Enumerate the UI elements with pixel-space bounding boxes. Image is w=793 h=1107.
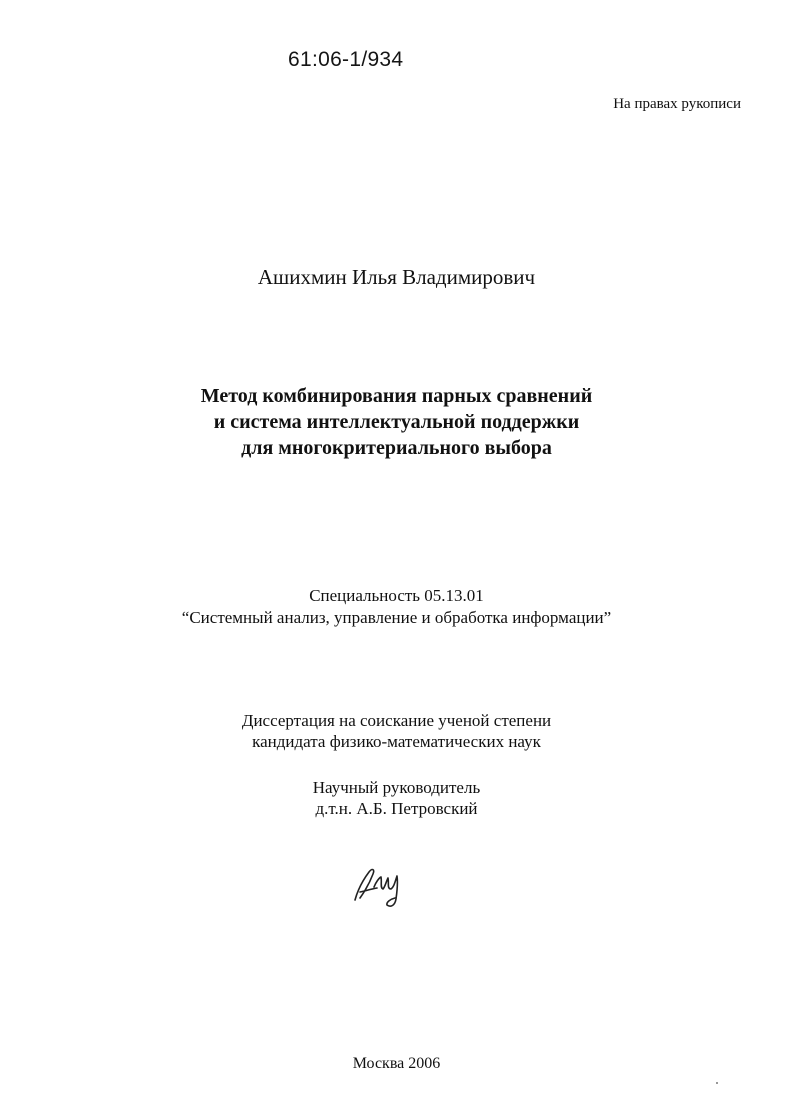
title-line-2: и система интеллектуальной поддержки [213, 411, 580, 433]
degree-line-1: Диссертация на соискание ученой степени [241, 711, 552, 730]
scan-dot [716, 1082, 718, 1084]
rights-notice: На правах рукописи [613, 96, 741, 112]
degree-block [0, 710, 793, 752]
specialty-code: Специальность 05.13.01 [309, 586, 484, 605]
specialty-name: “Системный анализ, управление и обработка информации” [181, 608, 612, 627]
place-year: Москва 2006 [352, 1055, 441, 1072]
handwritten-signature [348, 858, 412, 910]
catalog-number: 61:06-1/934 [288, 48, 404, 71]
title-line-3: для многокритериального выбора [241, 437, 552, 459]
title-line-1: Метод комбинирования парных сравнений [200, 385, 593, 407]
degree-line-2: кандидата физико-математических наук [252, 732, 541, 751]
specialty-block [0, 585, 793, 629]
advisor-block [0, 777, 793, 819]
advisor-label: Научный руководитель [312, 778, 481, 797]
dissertation-title [0, 383, 793, 461]
author-name: Ашихмин Илья Владимирович [257, 265, 536, 289]
advisor-name: д.т.н. А.Б. Петровский [315, 799, 478, 818]
